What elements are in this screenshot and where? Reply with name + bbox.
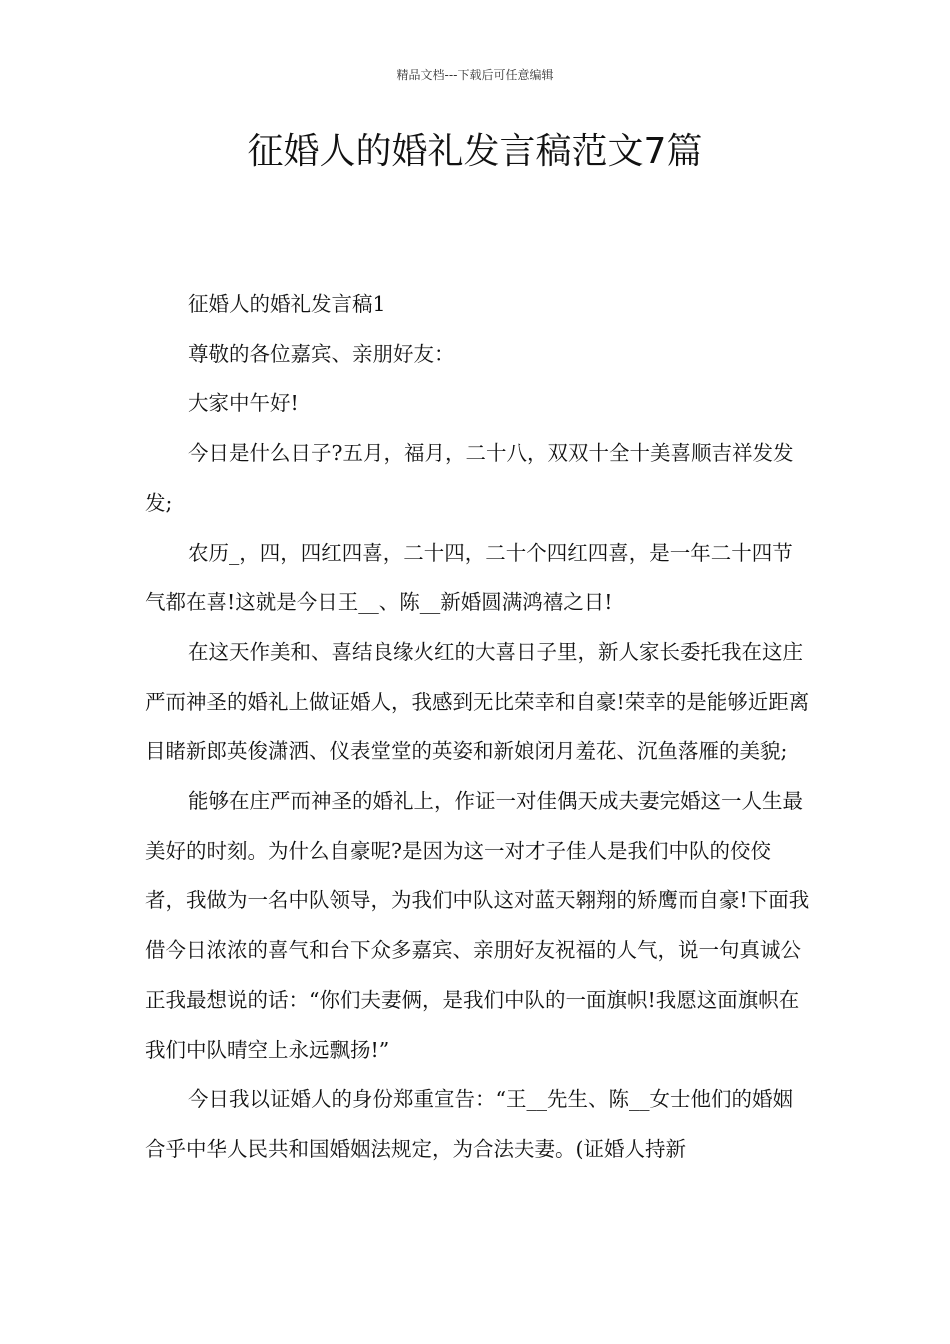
paragraph: 能够在庄严而神圣的婚礼上，作证一对佳偶天成夫妻完婚这一人生最美好的时刻。为什么自豪呢?是因为这一对才子佳人是我们中队的佼佼者，我做为一名中队领导，为我们中队这对蓝天翱翔的矫鹰而自豪!下面我借今日浓浓的喜气和台下众多嘉宾、亲朋好友祝福的人气，说一句真诚公正我最想说的话：“你们夫妻俩，是我们中队的一面旗帜!我愿这面旗帜在我们中队晴空上永远飘扬!” — [145, 789, 810, 1062]
page-title: 征婚人的婚礼发言稿范文7篇 — [247, 131, 703, 172]
paragraph: 今日是什么日子?五月，福月，二十八，双双十全十美喜顺吉祥发发发; — [145, 441, 794, 515]
paragraph-salutation: 尊敬的各位嘉宾、亲朋好友： — [188, 341, 455, 366]
paragraph: 农历_，四，四红四喜，二十四，二十个四红四喜，是一年二十四节气都在喜!这就是今日王__、陈__新婚圆满鸿禧之日! — [145, 540, 793, 615]
header-note: 精品文档---下载后可任意编辑 — [396, 68, 554, 82]
paragraph: 今日我以证婚人的身份郑重宣告：“王__先生、陈__女士他们的婚姻合乎中华人民共和国婚姻法规定，为合法夫妻。(证婚人持新 — [145, 1087, 794, 1161]
paragraph: 在这天作美和、喜结良缘火红的大喜日子里，新人家长委托我在这庄严而神圣的婚礼上做证婚人，我感到无比荣幸和自豪!荣幸的是能够近距离目睹新郎英俊潇洒、仪表堂堂的英姿和新娘闭月羞花、沉鱼落雁的美貌; — [145, 639, 810, 764]
paragraph-section-heading: 征婚人的婚礼发言稿1 — [188, 292, 386, 316]
document-body — [145, 280, 810, 1175]
paragraph-greeting: 大家中午好! — [188, 391, 299, 416]
